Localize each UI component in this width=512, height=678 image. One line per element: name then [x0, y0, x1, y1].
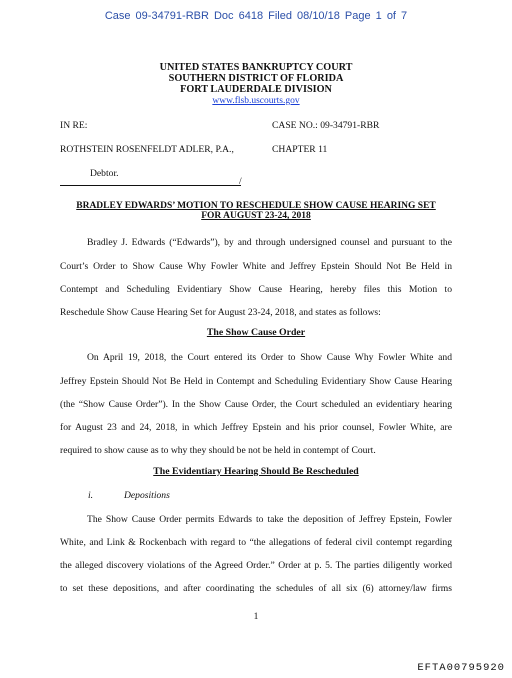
intro-line: Court’s Order to Show Cause Why Fowler White and Jeffrey Epstein Should Not Be Held in	[60, 261, 452, 272]
para2-line: the alleged discovery violations of the Agreed Order.” Order at p. 5. The parties diligently worked	[60, 560, 452, 571]
chapter-label: CHAPTER 11	[272, 144, 328, 155]
page-number: 1	[253, 612, 259, 622]
court-website-link[interactable]: www.flsb.uscourts.gov	[212, 96, 300, 106]
intro-line: Reschedule Show Cause Hearing Set for August 23-24, 2018, and states as follows:	[60, 307, 381, 318]
intro-line: Contempt and Scheduling Evidentiary Show Cause Hearing, hereby files this Motion to	[60, 284, 452, 295]
bates-number: EFTA00795920	[417, 662, 505, 674]
caption-slash: /	[239, 176, 242, 187]
docket-header: Case 09-34791-RBR Doc 6418 Filed 08/10/18 Page 1 of 7	[104, 10, 408, 22]
in-re-label: IN RE:	[60, 120, 88, 131]
para2-line: to set these depositions, and after coordinating the schedules of all six (6) attorney/law firms	[60, 583, 452, 594]
intro-line: Bradley J. Edwards (“Edwards”), by and through undersigned counsel and pursuant to the	[87, 237, 452, 248]
case-number: CASE NO.: 09-34791-RBR	[272, 120, 380, 131]
court-district: SOUTHERN DISTRICT OF FLORIDA	[168, 73, 344, 84]
para2-line: The Show Cause Order permits Edwards to take the deposition of Jeffrey Epstein, Fowler	[87, 514, 452, 525]
debtor-name: ROTHSTEIN ROSENFELDT ADLER, P.A.,	[60, 144, 234, 155]
para2-line: White, and Link & Rockenbach with regard to “the allegations of federal civil contempt regarding	[60, 537, 452, 548]
para1-line: for August 23 and 24, 2018, in which Jeffrey Epstein and his prior counsel, Fowler White, are	[60, 422, 452, 433]
court-division: FORT LAUDERDALE DIVISION	[180, 84, 332, 95]
para1-line: (the “Show Cause Order”). In the Show Cause Order, the Court scheduled an evidentiary hearing	[60, 399, 452, 410]
para1-line: Jeffrey Epstein Should Not Be Held in Contempt and Scheduling Evidentiary Show Cause Hearing	[60, 376, 452, 387]
subsection-number: i.	[88, 490, 94, 501]
subsection-heading-depositions: Depositions	[124, 490, 170, 501]
section-heading-show-cause-order: The Show Cause Order	[206, 327, 306, 338]
section-heading-reschedule: The Evidentiary Hearing Should Be Rescheduled	[153, 466, 359, 477]
caption-rule	[60, 185, 241, 186]
para1-line: required to show cause as to why they should be not be held in contempt of Court.	[60, 445, 376, 456]
court-name: UNITED STATES BANKRUPTCY COURT	[159, 62, 353, 73]
debtor-label: Debtor.	[90, 168, 119, 179]
motion-title-line-1: BRADLEY EDWARDS’ MOTION TO RESCHEDULE SHOW CAUSE HEARING SET	[76, 201, 436, 211]
motion-title-line-2: FOR AUGUST 23-24, 2018	[201, 211, 311, 221]
para1-line: On April 19, 2018, the Court entered its Order to Show Cause Why Fowler White and	[87, 352, 452, 363]
